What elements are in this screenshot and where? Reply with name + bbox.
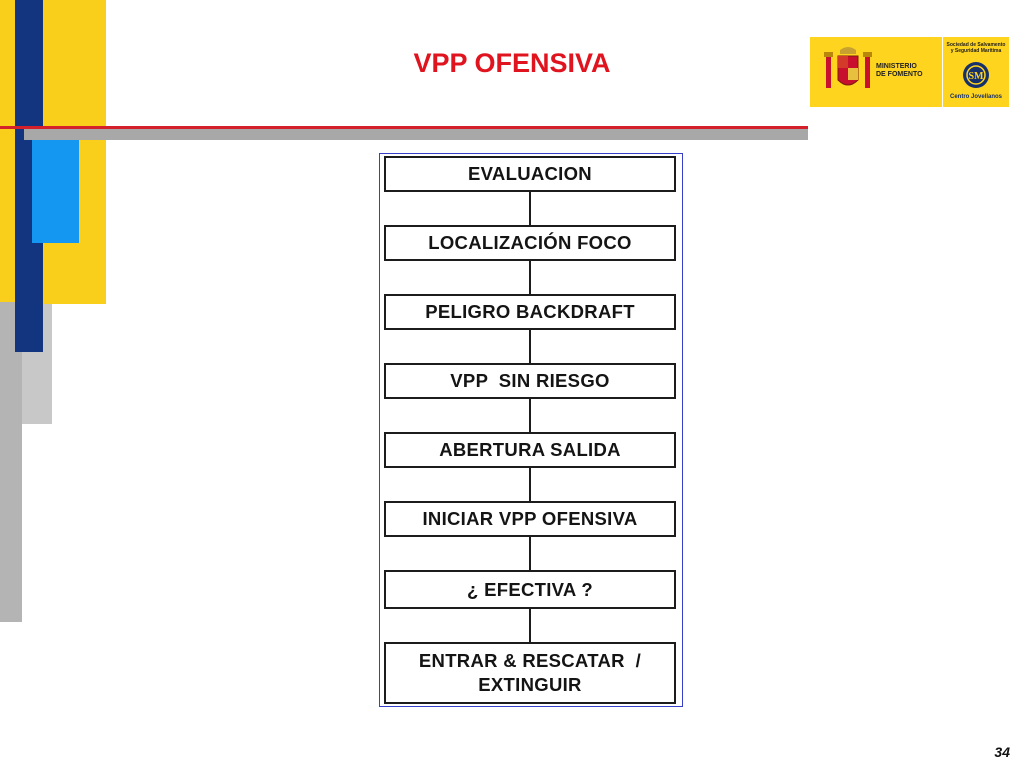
flow-step-evaluacion: EVALUACION <box>384 156 676 192</box>
flow-step-peligro-backdraft: PELIGRO BACKDRAFT <box>384 294 676 330</box>
flow-step-abertura-salida: ABERTURA SALIDA <box>384 432 676 468</box>
flow-connector <box>529 467 531 503</box>
flow-connector <box>529 191 531 227</box>
flow-step-localizacion-foco: LOCALIZACIÓN FOCO <box>384 225 676 261</box>
slide-title: VPP OFENSIVA <box>413 48 611 78</box>
ministry-label-line2: DE FOMENTO <box>876 71 923 78</box>
header-rule <box>0 126 808 129</box>
flow-step-efectiva: ¿ EFECTIVA ? <box>384 570 676 609</box>
header-rule-shadow <box>24 129 808 140</box>
page-number: 34 <box>994 744 1010 760</box>
flow-connector <box>529 608 531 644</box>
ministry-logo <box>810 37 942 107</box>
flow-connector <box>529 260 531 296</box>
decorative-bar-blue <box>32 140 79 243</box>
flow-connector <box>529 329 531 365</box>
flow-step-vpp-sin-riesgo: VPP SIN RIESGO <box>384 363 676 399</box>
society-label-line2: y Seguridad Marítima <box>950 48 1002 54</box>
flow-connector <box>529 398 531 434</box>
centre-label: Centro Jovellanos <box>949 94 1002 100</box>
decorative-bar-yellow-left <box>0 0 16 302</box>
salvamento-logo <box>942 37 1009 107</box>
society-label-line1: Sociedad de Salvamento <box>946 42 1006 48</box>
coat-of-arms-icon <box>818 42 878 102</box>
flow-connector <box>529 536 531 572</box>
salvamento-emblem-icon <box>961 60 991 90</box>
flow-step-entrar-rescatar-extinguir: ENTRAR & RESCATAR / EXTINGUIR <box>384 642 676 704</box>
ministry-label-line1: MINISTERIO <box>876 63 917 70</box>
emblem-monogram: SM <box>968 71 984 82</box>
flow-step-iniciar-vpp-ofensiva: INICIAR VPP OFENSIVA <box>384 501 676 537</box>
